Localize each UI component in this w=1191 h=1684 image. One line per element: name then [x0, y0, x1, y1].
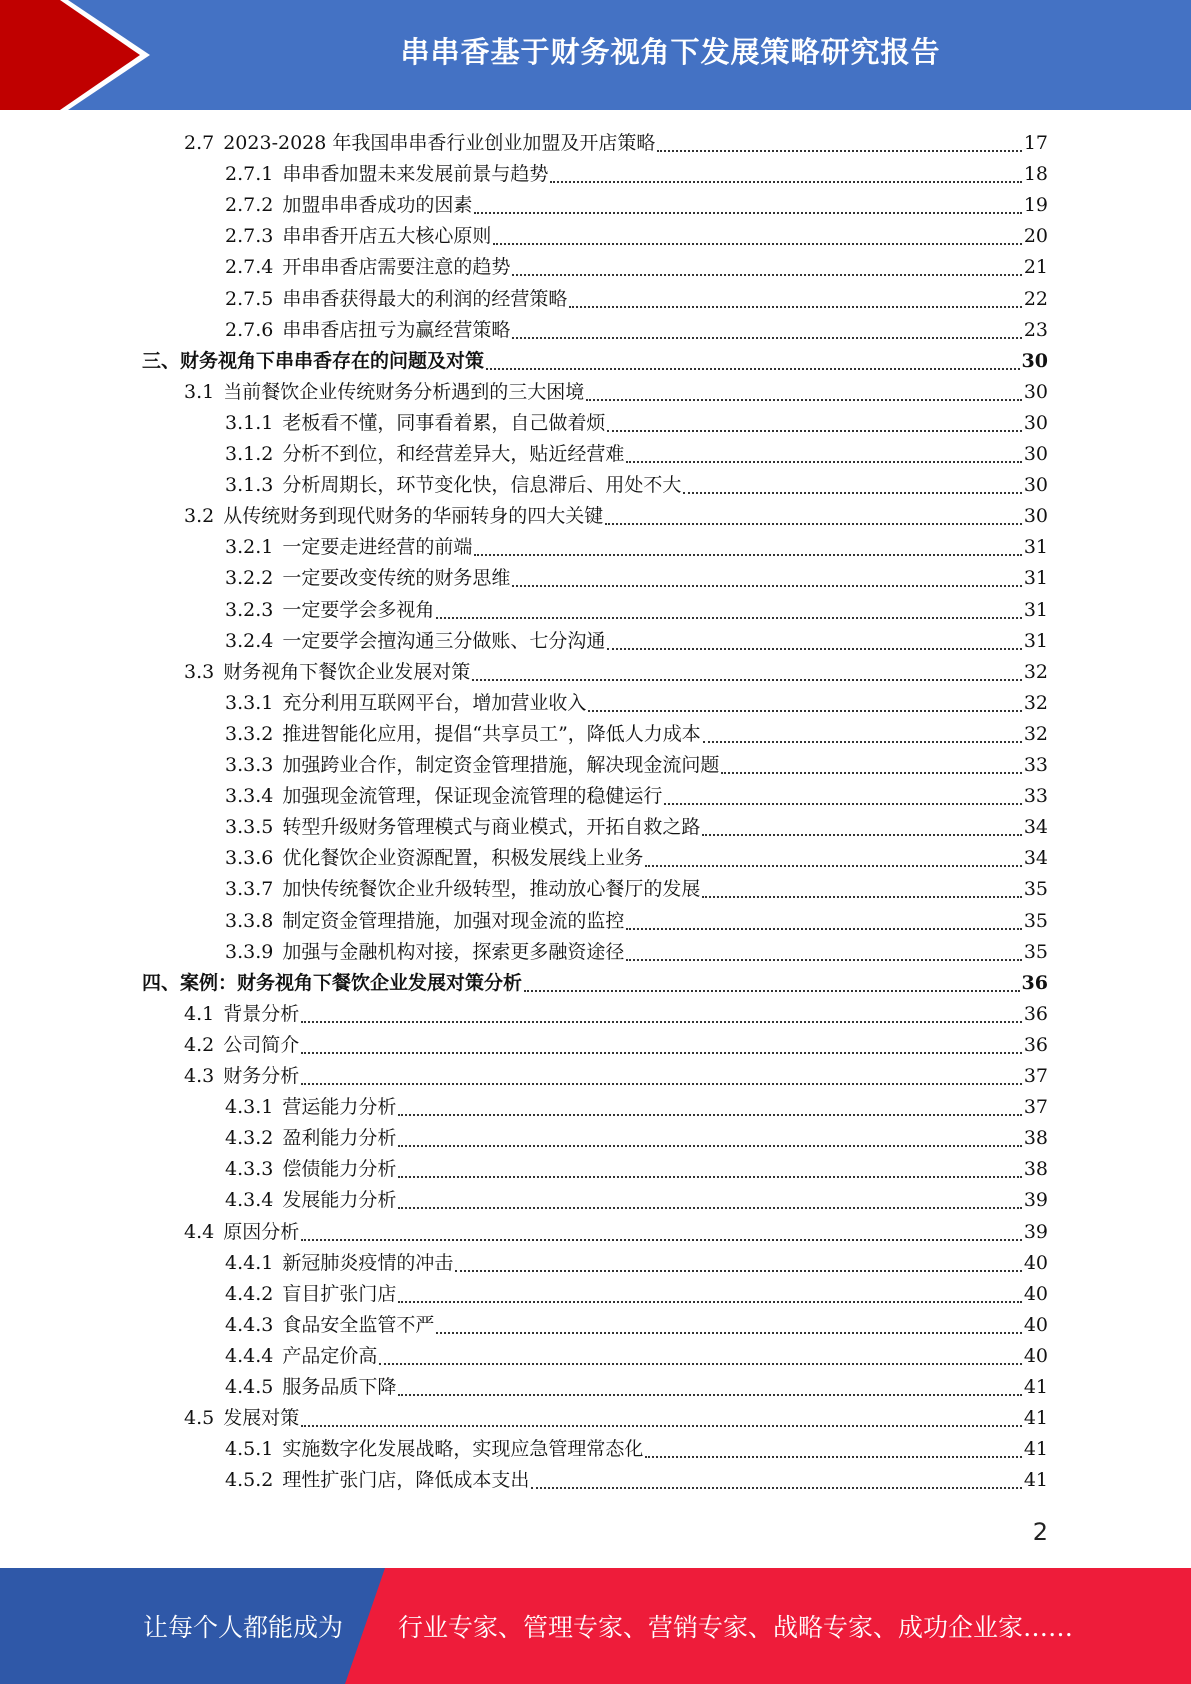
- toc-entry-title: 一定要学会多视角: [282, 598, 435, 621]
- toc-leader-dots: [531, 1487, 1021, 1489]
- toc-entry-number: 3.1.2: [225, 443, 274, 465]
- toc-leader-dots: [301, 1239, 1022, 1241]
- toc-leader-dots: [398, 1394, 1021, 1396]
- toc-entry-number: 3.3.9: [225, 940, 274, 963]
- toc-leader-dots: [474, 554, 1021, 556]
- toc-entry-number: 4.4.3: [225, 1313, 274, 1336]
- toc-entry-title: 加盟串串香成功的因素: [282, 194, 473, 217]
- toc-entry[interactable]: [225, 1310, 1048, 1341]
- toc-entry-number: 4.4.5: [225, 1376, 274, 1398]
- toc-entry-title: 充分利用互联网平台，增加营业收入: [282, 691, 587, 714]
- toc-entry[interactable]: [184, 501, 1048, 532]
- header-arrow-icon: [0, 0, 170, 110]
- toc-entry-page: 32: [1023, 691, 1048, 714]
- toc-leader-dots: [702, 896, 1021, 898]
- toc-leader-dots: [512, 337, 1021, 339]
- toc-entry[interactable]: [225, 190, 1048, 221]
- toc-entry-page: 41: [1023, 1469, 1048, 1492]
- toc-entry-title: 加强现金流管理，保证现金流管理的稳健运行: [282, 785, 663, 808]
- document-title: 串串香基于财务视角下发展策略研究报告: [400, 34, 941, 69]
- toc-entry-page: 34: [1023, 847, 1048, 870]
- toc-leader-dots: [301, 1021, 1022, 1023]
- toc-entry-number: 3.3.3: [225, 754, 274, 776]
- toc-entry-title: 串串香店扭亏为赢经营策略: [282, 318, 511, 341]
- toc-entry-number: 3.3.2: [225, 722, 274, 745]
- toc-leader-dots: [512, 274, 1021, 276]
- toc-entry[interactable]: [225, 1092, 1048, 1123]
- toc-leader-dots: [645, 865, 1021, 867]
- toc-entry-page: 38: [1023, 1127, 1048, 1150]
- toc-entry-number: 2.7.2: [225, 194, 274, 217]
- toc-entry[interactable]: [225, 408, 1048, 439]
- toc-entry-number: 4.3.2: [225, 1127, 274, 1150]
- toc-entry-title: 盈利能力分析: [282, 1127, 397, 1150]
- toc-entry[interactable]: [225, 1154, 1048, 1185]
- toc-leader-dots: [379, 1363, 1021, 1365]
- toc-entry[interactable]: [184, 999, 1048, 1030]
- toc-entry[interactable]: [184, 1061, 1048, 1092]
- toc-entry-number: 4.5.1: [225, 1438, 274, 1461]
- toc-entry-page: 30: [1023, 505, 1048, 528]
- toc-leader-dots: [524, 990, 1020, 992]
- toc-entry-title: 实施数字化发展战略，实现应急管理常态化: [282, 1438, 644, 1461]
- toc-entry-page: 30: [1023, 443, 1048, 465]
- toc-entry-title: 产品定价高: [282, 1344, 378, 1367]
- toc-entry-title: 一定要走进经营的前端: [282, 536, 473, 559]
- toc-entry-page: 20: [1023, 225, 1048, 248]
- toc-leader-dots: [645, 1456, 1021, 1458]
- toc-entry-title: 一定要改变传统的财务思维: [282, 567, 511, 590]
- toc-entry-page: 37: [1023, 1096, 1048, 1119]
- toc-entry-number: 3.2.4: [225, 629, 274, 652]
- toc-entry-number: 4.3.3: [225, 1158, 274, 1181]
- toc-entry-number: 3.3.5: [225, 816, 274, 839]
- toc-leader-dots: [569, 306, 1021, 308]
- toc-entry-title: 加强跨业合作，制定资金管理措施，解决现金流问题: [282, 754, 720, 776]
- toc-entry-page: 22: [1023, 287, 1048, 310]
- toc-entry-page: 39: [1023, 1220, 1048, 1243]
- toc-leader-dots: [605, 523, 1022, 525]
- toc-entry-page: 33: [1023, 754, 1048, 776]
- toc-entry-page: 41: [1023, 1438, 1048, 1461]
- toc-entry[interactable]: [225, 1279, 1048, 1310]
- toc-leader-dots: [301, 1083, 1022, 1085]
- toc-entry-number: 3.1.1: [225, 411, 274, 434]
- toc-entry-title: 一定要学会擅沟通三分做账、七分沟通: [282, 629, 606, 652]
- toc-entry-page: 40: [1023, 1313, 1048, 1336]
- toc-entry-title: 老板看不懂，同事看着累，自己做着烦: [282, 411, 606, 434]
- toc-entry[interactable]: [225, 470, 1048, 501]
- toc-entry-number: 3.3.8: [225, 909, 274, 932]
- toc-entry[interactable]: [225, 1123, 1048, 1154]
- toc-entry[interactable]: [142, 346, 1048, 377]
- toc-leader-dots: [486, 368, 1020, 370]
- toc-entry-page: 39: [1023, 1189, 1048, 1212]
- toc-entry-page: 36: [1023, 1002, 1048, 1025]
- toc-leader-dots: [683, 492, 1021, 494]
- toc-entry[interactable]: [142, 968, 1048, 999]
- toc-entry-page: 40: [1023, 1344, 1048, 1367]
- toc-entry-number: 4.4.1: [225, 1251, 274, 1274]
- toc-entry-number: 4.3.1: [225, 1096, 274, 1119]
- toc-entry[interactable]: [225, 874, 1048, 905]
- page-header: [0, 0, 1191, 110]
- footer-slogan-left: 让每个人都能成为: [143, 1613, 344, 1642]
- toc-entry-title: 公司简介: [223, 1033, 300, 1056]
- toc-entry-page: 40: [1023, 1251, 1048, 1274]
- toc-entry[interactable]: [225, 315, 1048, 346]
- toc-entry-page: 41: [1023, 1376, 1048, 1398]
- toc-entry[interactable]: [225, 532, 1048, 563]
- toc-entry-number: 3.2.3: [225, 598, 274, 621]
- toc-entry-number: 3.2.2: [225, 567, 274, 590]
- toc-entry-number: 2.7.6: [225, 318, 274, 341]
- toc-entry-page: 34: [1023, 816, 1048, 839]
- toc-entry-title: 偿债能力分析: [282, 1158, 397, 1181]
- toc-entry-title: 盲目扩张门店: [282, 1282, 397, 1305]
- toc-entry-title: 制定资金管理措施，加强对现金流的监控: [282, 909, 625, 932]
- toc-entry-page: 32: [1023, 660, 1048, 683]
- toc-entry-title: 四、案例：财务视角下餐饮企业发展对策分析: [142, 971, 523, 994]
- toc-entry[interactable]: [184, 1030, 1048, 1061]
- toc-entry-number: 3.3.4: [225, 785, 274, 808]
- toc-entry-title: 财务视角下餐饮企业发展对策: [223, 660, 471, 683]
- toc-leader-dots: [455, 1270, 1021, 1272]
- toc-entry-page: 36: [1021, 971, 1048, 994]
- toc-entry-page: 35: [1023, 909, 1048, 932]
- toc-leader-dots: [493, 243, 1021, 245]
- toc-entry[interactable]: [225, 626, 1048, 657]
- toc-entry-number: 2.7.3: [225, 225, 274, 248]
- toc-entry-page: 35: [1023, 878, 1048, 901]
- toc-entry-page: 30: [1023, 411, 1048, 434]
- toc-entry-page: 30: [1023, 474, 1048, 497]
- toc-entry-title: 从传统财务到现代财务的华丽转身的四大关键: [223, 505, 604, 528]
- toc-entry-title: 财务分析: [223, 1065, 300, 1087]
- toc-entry-title: 服务品质下降: [282, 1376, 397, 1398]
- toc-entry-number: 4.5: [184, 1407, 215, 1430]
- toc-entry-number: 3.1: [184, 380, 215, 403]
- toc-entry-page: 30: [1021, 349, 1048, 372]
- toc-leader-dots: [398, 1301, 1021, 1303]
- toc-entry[interactable]: [225, 937, 1048, 968]
- toc-leader-dots: [721, 772, 1021, 774]
- toc-leader-dots: [586, 399, 1022, 401]
- toc-leader-dots: [512, 585, 1021, 587]
- toc-entry[interactable]: [225, 1372, 1048, 1403]
- toc-entry[interactable]: [225, 284, 1048, 315]
- toc-entry[interactable]: [225, 1248, 1048, 1279]
- toc-entry-title: 理性扩张门店，降低成本支出: [282, 1469, 530, 1492]
- toc-entry-page: 32: [1023, 722, 1048, 745]
- toc-entry-title: 串串香加盟未来发展前景与趋势: [282, 163, 549, 186]
- toc-entry-number: 3.1.3: [225, 474, 274, 497]
- toc-leader-dots: [301, 1052, 1022, 1054]
- toc-leader-dots: [626, 461, 1021, 463]
- toc-entry[interactable]: [225, 1434, 1048, 1465]
- toc-leader-dots: [626, 959, 1021, 961]
- toc-leader-dots: [657, 150, 1021, 152]
- toc-entry-page: 36: [1023, 1033, 1048, 1056]
- toc-leader-dots: [607, 430, 1021, 432]
- toc-entry[interactable]: [184, 657, 1048, 688]
- page-number: 2: [1032, 1518, 1048, 1546]
- toc-entry-number: 4.3.4: [225, 1189, 274, 1212]
- toc-entry-page: 40: [1023, 1282, 1048, 1305]
- toc-leader-dots: [398, 1145, 1021, 1147]
- toc-entry-page: 30: [1023, 380, 1048, 403]
- toc-entry-page: 21: [1023, 256, 1048, 279]
- toc-leader-dots: [474, 212, 1021, 214]
- toc-entry-number: 4.4.4: [225, 1344, 274, 1367]
- toc-entry-title: 2023-2028 年我国串串香行业创业加盟及开店策略: [223, 132, 656, 154]
- toc-entry-page: 38: [1023, 1158, 1048, 1181]
- toc-entry-page: 35: [1023, 940, 1048, 963]
- toc-entry[interactable]: [225, 159, 1048, 190]
- toc-entry-number: 3.3.7: [225, 878, 274, 901]
- toc-leader-dots: [702, 834, 1021, 836]
- toc-leader-dots: [607, 648, 1021, 650]
- toc-entry-number: 4.5.2: [225, 1469, 274, 1492]
- toc-entry-title: 背景分析: [223, 1002, 300, 1025]
- toc-entry-number: 4.4: [184, 1220, 215, 1243]
- toc-entry-number: 2.7.5: [225, 287, 274, 310]
- toc-entry-title: 优化餐饮企业资源配置，积极发展线上业务: [282, 847, 644, 870]
- toc-leader-dots: [436, 617, 1021, 619]
- toc-leader-dots: [398, 1176, 1021, 1178]
- toc-leader-dots: [550, 181, 1021, 183]
- toc-leader-dots: [472, 679, 1022, 681]
- toc-entry-number: 3.2: [184, 505, 215, 528]
- toc-entry[interactable]: [225, 595, 1048, 626]
- toc-entry[interactable]: [225, 439, 1048, 470]
- toc-leader-dots: [398, 1207, 1021, 1209]
- toc-entry-page: 23: [1023, 318, 1048, 341]
- toc-entry-number: 3.3.1: [225, 691, 274, 714]
- toc-entry-title: 原因分析: [223, 1220, 300, 1243]
- toc-entry-page: 19: [1023, 194, 1048, 217]
- toc-entry[interactable]: [225, 781, 1048, 812]
- toc-entry-number: 4.3: [184, 1065, 215, 1087]
- toc-leader-dots: [588, 710, 1021, 712]
- toc-entry[interactable]: [225, 843, 1048, 874]
- toc-entry[interactable]: [184, 128, 1048, 159]
- toc-entry-number: 3.3: [184, 660, 215, 683]
- toc-entry-title: 转型升级财务管理模式与商业模式，开拓自救之路: [282, 816, 701, 839]
- toc-entry-title: 分析不到位，和经营差异大，贴近经营难: [282, 443, 625, 465]
- toc-entry-title: 加快传统餐饮企业升级转型，推动放心餐厅的发展: [282, 878, 701, 901]
- toc-entry-number: 4.4.2: [225, 1282, 274, 1305]
- toc-entry-page: 17: [1023, 132, 1048, 154]
- toc-entry-title: 串串香开店五大核心原则: [282, 225, 492, 248]
- toc-entry-page: 31: [1023, 567, 1048, 590]
- toc-entry[interactable]: [225, 1185, 1048, 1216]
- toc-entry-page: 41: [1023, 1407, 1048, 1430]
- toc-entry[interactable]: [225, 719, 1048, 750]
- toc-entry[interactable]: [225, 688, 1048, 719]
- toc-leader-dots: [626, 928, 1021, 930]
- toc-entry[interactable]: [225, 1341, 1048, 1372]
- toc-leader-dots: [703, 741, 1022, 743]
- toc-entry[interactable]: [225, 563, 1048, 594]
- toc-entry-title: 三、财务视角下串串香存在的问题及对策: [142, 349, 485, 372]
- toc-entry-number: 4.1: [184, 1002, 215, 1025]
- toc-entry-number: 3.3.6: [225, 847, 274, 870]
- toc-entry[interactable]: [225, 750, 1048, 781]
- toc-entry[interactable]: [225, 252, 1048, 283]
- toc-entry[interactable]: [225, 221, 1048, 252]
- footer-slogan-right: 行业专家、管理专家、营销专家、战略专家、成功企业家……: [398, 1613, 1074, 1642]
- toc-entry-number: 2.7.4: [225, 256, 274, 279]
- toc-entry[interactable]: [225, 1465, 1048, 1496]
- toc-entry-number: 2.7.1: [225, 163, 274, 186]
- toc-entry-title: 分析周期长，环节变化快，信息滞后、用处不大: [282, 474, 682, 497]
- page-footer: [0, 1568, 1191, 1684]
- toc-entry-number: 4.2: [184, 1033, 215, 1056]
- toc-entry-title: 推进智能化应用，提倡“共享员工”，降低人力成本: [282, 722, 701, 745]
- toc-entry-number: 2.7: [184, 132, 215, 154]
- toc-entry-page: 37: [1023, 1065, 1048, 1087]
- toc-entry-number: 3.2.1: [225, 536, 274, 559]
- toc-entry-title: 发展对策: [223, 1407, 300, 1430]
- toc-entry-title: 食品安全监管不严: [282, 1313, 435, 1336]
- toc-entry-page: 31: [1023, 598, 1048, 621]
- toc-leader-dots: [436, 1332, 1021, 1334]
- toc-entry[interactable]: [225, 812, 1048, 843]
- toc-entry-title: 新冠肺炎疫情的冲击: [282, 1251, 454, 1274]
- toc-leader-dots: [398, 1114, 1021, 1116]
- toc-entry-page: 31: [1023, 536, 1048, 559]
- toc-entry-title: 加强与金融机构对接，探索更多融资途径: [282, 940, 625, 963]
- toc-entry-title: 发展能力分析: [282, 1189, 397, 1212]
- toc-entry[interactable]: [184, 1217, 1048, 1248]
- toc-entry-title: 营运能力分析: [282, 1096, 397, 1119]
- toc-entry-page: 18: [1023, 163, 1048, 186]
- toc-entry-title: 当前餐饮企业传统财务分析遇到的三大困境: [223, 380, 585, 403]
- toc-entry-page: 31: [1023, 629, 1048, 652]
- toc-leader-dots: [664, 803, 1021, 805]
- toc-entry-title: 开串串香店需要注意的趋势: [282, 256, 511, 279]
- toc-entry[interactable]: [184, 377, 1048, 408]
- toc-entry-page: 33: [1023, 785, 1048, 808]
- toc-leader-dots: [301, 1425, 1022, 1427]
- toc-entry[interactable]: [225, 906, 1048, 937]
- toc-entry[interactable]: [184, 1403, 1048, 1434]
- toc-entry-title: 串串香获得最大的利润的经营策略: [282, 287, 568, 310]
